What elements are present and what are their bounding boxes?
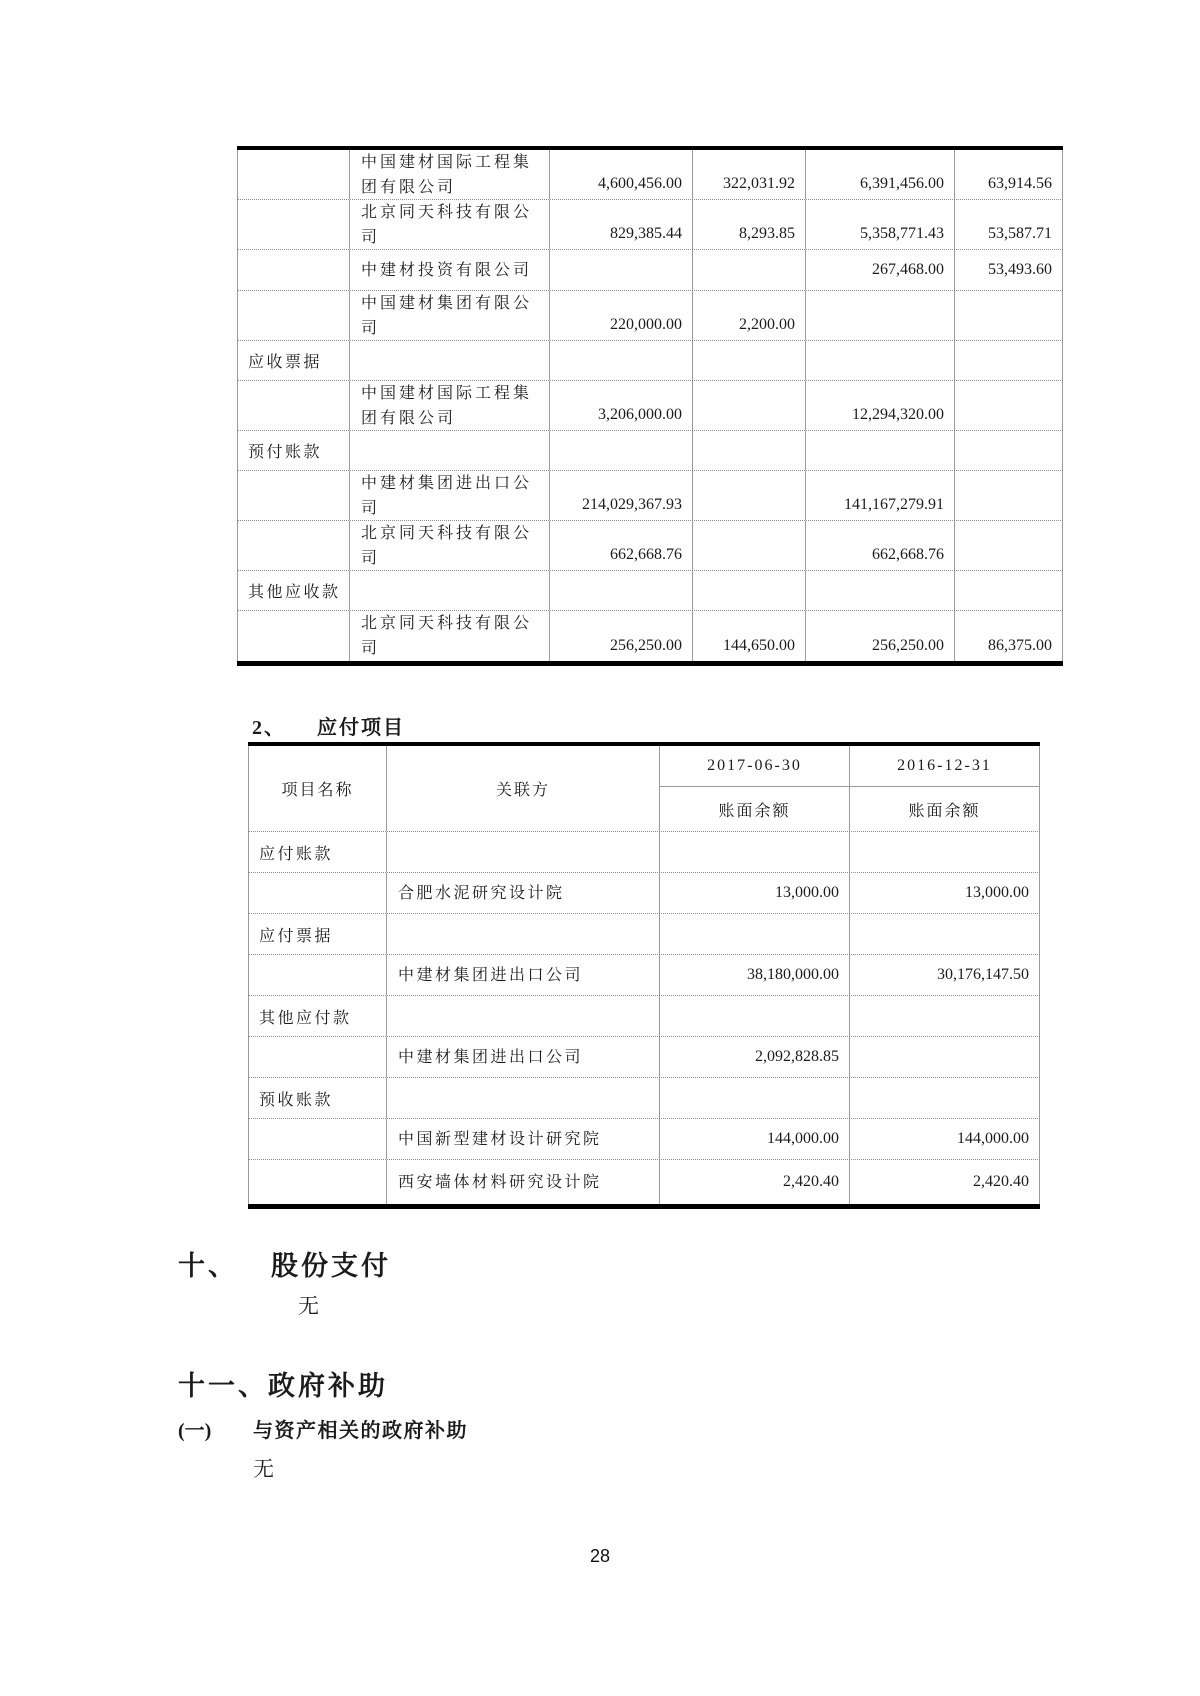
amount-cell xyxy=(806,431,955,470)
related-party-cell xyxy=(350,431,550,470)
table-row xyxy=(237,611,1063,661)
section-number: 十一、 xyxy=(178,1371,268,1401)
amount-cell: 6,391,456.00 xyxy=(806,150,955,199)
amount-cell: 53,493.60 xyxy=(955,250,1063,290)
section-number: 十、 xyxy=(178,1251,238,1281)
amount-cell: 144,000.00 xyxy=(850,1119,1040,1159)
item-category-cell xyxy=(237,291,350,340)
table-row xyxy=(237,150,1063,200)
section-title: 应付项目 xyxy=(317,717,405,739)
amount-cell xyxy=(955,571,1063,610)
table-row xyxy=(237,521,1063,571)
item-category-cell xyxy=(248,955,387,995)
amount-cell xyxy=(850,996,1040,1036)
related-party-name: 北京同天科技有限公司 xyxy=(361,615,533,657)
table-row xyxy=(237,291,1063,341)
category-row xyxy=(248,1078,1040,1119)
item-category-cell: 应付票据 xyxy=(248,914,387,954)
header-item-name: 项目名称 xyxy=(248,746,387,831)
related-party-cell: 中建材集团进出口公司 xyxy=(387,1037,660,1077)
amount-cell: 2,420.40 xyxy=(850,1160,1040,1204)
related-party-cell: 合肥水泥研究设计院 xyxy=(387,873,660,913)
related-party-name: 北京同天科技有限公司 xyxy=(361,203,533,246)
header-related-party: 关联方 xyxy=(387,746,660,831)
amount-cell: 5,358,771.43 xyxy=(806,200,955,249)
amount-cell: 13,000.00 xyxy=(850,873,1040,913)
related-party-cell xyxy=(350,250,550,290)
amount-cell xyxy=(693,250,806,290)
related-party-name: 中国建材国际工程集团有限公司 xyxy=(361,153,533,196)
amount-cell: 3,206,000.00 xyxy=(550,381,693,430)
table-row xyxy=(237,250,1063,291)
asset-related-grants-body: 无 xyxy=(253,1457,275,1481)
item-category-cell: 应收票据 xyxy=(237,341,350,380)
related-party-cell: 西安墙体材料研究设计院 xyxy=(387,1160,660,1204)
subsection-number: (一) xyxy=(178,1420,212,1442)
amount-cell xyxy=(660,1078,850,1118)
category-row xyxy=(248,914,1040,955)
related-party-cell xyxy=(350,341,550,380)
section-title: 政府补助 xyxy=(268,1371,388,1401)
category-row xyxy=(237,431,1063,471)
amount-cell xyxy=(850,1078,1040,1118)
amount-cell xyxy=(550,431,693,470)
item-category-cell: 预付账款 xyxy=(237,431,350,470)
related-party-cell xyxy=(350,150,550,199)
payables-table xyxy=(248,742,1040,1209)
category-row xyxy=(248,832,1040,873)
section-heading-share-payment xyxy=(178,1244,391,1283)
amount-cell xyxy=(955,521,1063,570)
amount-cell: 322,031.92 xyxy=(693,150,806,199)
table-row xyxy=(248,1119,1040,1160)
amount-cell: 30,176,147.50 xyxy=(850,955,1040,995)
page-number: 28 xyxy=(589,1546,611,1566)
amount-cell: 86,375.00 xyxy=(955,611,1063,661)
related-party-cell xyxy=(350,291,550,340)
amount-cell: 4,600,456.00 xyxy=(550,150,693,199)
table-row xyxy=(237,471,1063,521)
amount-cell xyxy=(850,914,1040,954)
header-period-2: 2016-12-31 xyxy=(850,746,1040,787)
amount-cell: 8,293.85 xyxy=(693,200,806,249)
related-party-cell: 中国新型建材设计研究院 xyxy=(387,1119,660,1159)
amount-cell: 256,250.00 xyxy=(550,611,693,661)
section-heading-government-grants xyxy=(178,1364,388,1403)
amount-cell: 144,000.00 xyxy=(660,1119,850,1159)
header-balance-1: 账面余额 xyxy=(660,787,850,831)
amount-cell: 63,914.56 xyxy=(955,150,1063,199)
table-row xyxy=(248,1037,1040,1078)
item-category-cell xyxy=(248,1160,387,1204)
amount-cell: 53,587.71 xyxy=(955,200,1063,249)
amount-cell xyxy=(693,431,806,470)
amount-cell: 662,668.76 xyxy=(550,521,693,570)
amount-cell: 13,000.00 xyxy=(660,873,850,913)
amount-cell: 267,468.00 xyxy=(806,250,955,290)
category-row xyxy=(237,571,1063,611)
item-category-cell xyxy=(237,150,350,199)
category-row xyxy=(248,996,1040,1037)
item-category-cell: 其他应收款 xyxy=(237,571,350,610)
item-category-cell xyxy=(248,1119,387,1159)
amount-cell: 2,092,828.85 xyxy=(660,1037,850,1077)
amount-cell xyxy=(850,832,1040,872)
item-category-cell xyxy=(237,611,350,661)
related-party-cell xyxy=(350,381,550,430)
related-party-name: 中国建材国际工程集团有限公司 xyxy=(361,384,533,427)
category-row xyxy=(237,341,1063,381)
amount-cell: 829,385.44 xyxy=(550,200,693,249)
amount-cell xyxy=(955,431,1063,470)
item-category-cell xyxy=(237,381,350,430)
table-row xyxy=(237,381,1063,431)
header-period-1: 2017-06-30 xyxy=(660,746,850,787)
related-party-cell xyxy=(387,996,660,1036)
amount-cell: 256,250.00 xyxy=(806,611,955,661)
amount-cell: 12,294,320.00 xyxy=(806,381,955,430)
section-number: 2、 xyxy=(252,717,286,739)
amount-cell xyxy=(955,471,1063,520)
amount-cell xyxy=(955,291,1063,340)
amount-cell xyxy=(693,471,806,520)
related-party-cell xyxy=(350,521,550,570)
related-party-cell xyxy=(350,611,550,661)
amount-cell: 2,420.40 xyxy=(660,1160,850,1204)
amount-cell: 662,668.76 xyxy=(806,521,955,570)
related-party-cell xyxy=(387,832,660,872)
item-category-cell xyxy=(237,521,350,570)
related-party-cell xyxy=(350,471,550,520)
related-party-cell: 中建材集团进出口公司 xyxy=(387,955,660,995)
amount-cell xyxy=(850,1037,1040,1077)
amount-cell xyxy=(955,341,1063,380)
item-category-cell xyxy=(237,200,350,249)
table-row xyxy=(237,200,1063,250)
amount-cell: 141,167,279.91 xyxy=(806,471,955,520)
amount-cell xyxy=(660,832,850,872)
related-party-name: 北京同天科技有限公司 xyxy=(361,524,533,567)
table-row xyxy=(248,873,1040,914)
amount-cell xyxy=(660,996,850,1036)
item-category-cell: 其他应付款 xyxy=(248,996,387,1036)
amount-cell xyxy=(660,914,850,954)
header-balance-2: 账面余额 xyxy=(850,787,1040,831)
related-party-name: 中建材集团进出口公司 xyxy=(361,474,533,517)
amount-cell xyxy=(550,571,693,610)
subsection-title: 与资产相关的政府补助 xyxy=(253,1420,468,1442)
amount-cell xyxy=(806,571,955,610)
related-party-cell xyxy=(387,914,660,954)
amount-cell: 38,180,000.00 xyxy=(660,955,850,995)
amount-cell xyxy=(955,381,1063,430)
amount-cell xyxy=(550,250,693,290)
amount-cell xyxy=(806,341,955,380)
related-party-cell xyxy=(350,571,550,610)
related-party-name: 中国建材集团有限公司 xyxy=(361,294,533,337)
payables-table-header xyxy=(248,746,1040,832)
item-category-cell xyxy=(237,471,350,520)
amount-cell xyxy=(693,521,806,570)
item-category-cell: 应付账款 xyxy=(248,832,387,872)
amount-cell: 220,000.00 xyxy=(550,291,693,340)
amount-cell: 214,029,367.93 xyxy=(550,471,693,520)
table-row xyxy=(248,955,1040,996)
receivables-table xyxy=(237,146,1063,666)
related-party-cell xyxy=(350,200,550,249)
item-category-cell xyxy=(248,873,387,913)
item-category-cell: 预收账款 xyxy=(248,1078,387,1118)
amount-cell xyxy=(550,341,693,380)
amount-cell: 2,200.00 xyxy=(693,291,806,340)
related-party-cell xyxy=(387,1078,660,1118)
related-party-name: 中建材投资有限公司 xyxy=(361,261,533,279)
amount-cell xyxy=(693,571,806,610)
amount-cell xyxy=(806,291,955,340)
subsection-asset-related-grants xyxy=(178,1414,468,1443)
amount-cell xyxy=(693,341,806,380)
table-row xyxy=(248,1160,1040,1204)
item-category-cell xyxy=(237,250,350,290)
amount-cell xyxy=(693,381,806,430)
item-category-cell xyxy=(248,1037,387,1077)
section-title: 股份支付 xyxy=(271,1251,391,1281)
share-payment-body: 无 xyxy=(298,1294,320,1318)
section-heading-payables xyxy=(252,711,405,740)
amount-cell: 144,650.00 xyxy=(693,611,806,661)
